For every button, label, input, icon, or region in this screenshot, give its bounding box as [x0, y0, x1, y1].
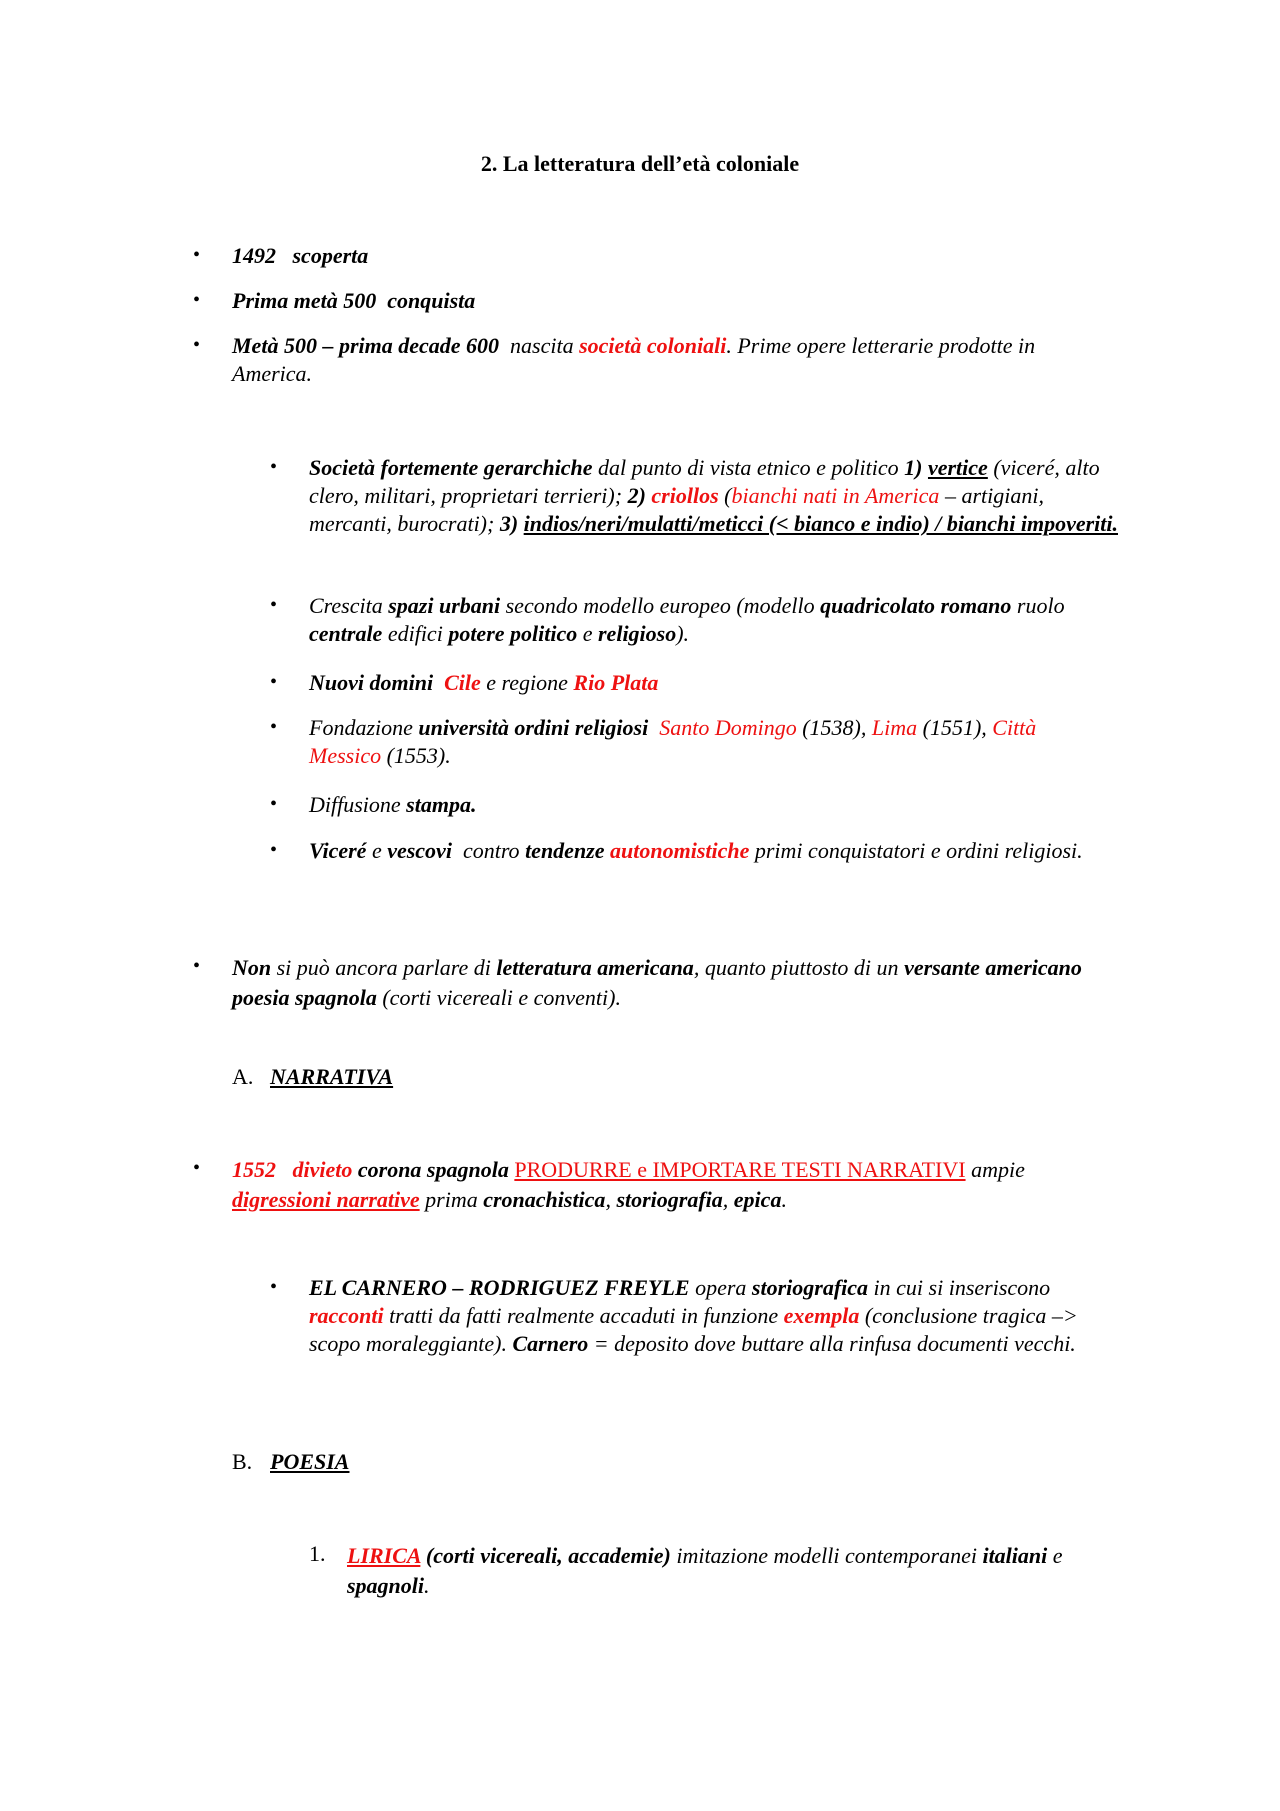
list-item-universita: Fondazione università ordini religiosi Santo Domingo (1538), Lima (1551), Città Messico (1553). — [309, 715, 1037, 768]
bullet-icon: • — [270, 456, 278, 478]
bullet-icon: • — [193, 955, 201, 977]
list-item-vicere-vescovi: Viceré e vescovi contro tendenze autonomistiche primi conquistatori e ordini religiosi. — [309, 838, 1083, 863]
bullet-icon: • — [270, 671, 278, 693]
list-item-divieto-1552: 1552 divieto corona spagnola PRODURRE e IMPORTARE TESTI NARRATIVI ampie digressioni narrative prima cronachistica, storiografia, epica. — [232, 1157, 1025, 1212]
bullet-icon: • — [270, 839, 278, 861]
bullet-icon: • — [270, 1276, 278, 1298]
list-item-1492: 1492 scoperta — [232, 243, 369, 268]
bullet-icon: • — [193, 334, 201, 356]
list-item-stampa: Diffusione stampa. — [309, 792, 477, 817]
list-item-lirica: LIRICA (corti vicereali, accademie) imitazione modelli contemporanei italiani e spagnoli. — [347, 1543, 1063, 1598]
section-heading-narrativa: A. NARRATIVA — [232, 1064, 394, 1089]
bullet-icon: • — [270, 716, 278, 738]
bullet-icon: • — [270, 594, 278, 616]
page-title: 2. La letteratura dell’età coloniale — [480, 151, 800, 176]
list-item-societa-gerarchiche: Società fortemente gerarchiche dal punto di vista etnico e politico 1) vertice (viceré, alto clero, militari, proprietari terrieri); 2) criollos (bianchi nati in America – artigiani, mercanti, burocrati); 3) indios/neri/mulatti/meticci (< bianco e indio) / bianchi impoveriti. — [309, 455, 1118, 536]
bullet-icon: • — [193, 1157, 201, 1179]
list-item-spazi-urbani: Crescita spazi urbani secondo modello europeo (modello quadricolato romano ruolo centrale edifici potere politico e religioso). — [309, 593, 1065, 646]
list-item-el-carnero: EL CARNERO – RODRIGUEZ FREYLE opera storiografica in cui si inseriscono racconti tratti da fatti realmente accaduti in funzione exempla (conclusione tragica –> scopo moraleggiante). Carnero = deposito dove buttare alla rinfusa documenti vecchi. — [309, 1275, 1078, 1356]
section-heading-poesia: B. POESIA — [232, 1449, 350, 1474]
bullet-icon: • — [193, 289, 201, 311]
list-item-societa-coloniali: Metà 500 – prima decade 600 nascita società coloniali. Prime opere letterarie prodotte in America. — [232, 333, 1036, 386]
list-number: 1. — [309, 1541, 326, 1566]
list-item-letteratura-americana: Non si può ancora parlare di letteratura americana, quanto piuttosto di un versante americano poesia spagnola (corti vicereali e conventi). — [232, 955, 1082, 1010]
list-item-conquista: Prima metà 500 conquista — [232, 288, 476, 313]
bullet-icon: • — [270, 793, 278, 815]
bullet-icon: • — [193, 244, 201, 266]
list-item-nuovi-domini: Nuovi domini Cile e regione Rio Plata — [309, 670, 659, 695]
